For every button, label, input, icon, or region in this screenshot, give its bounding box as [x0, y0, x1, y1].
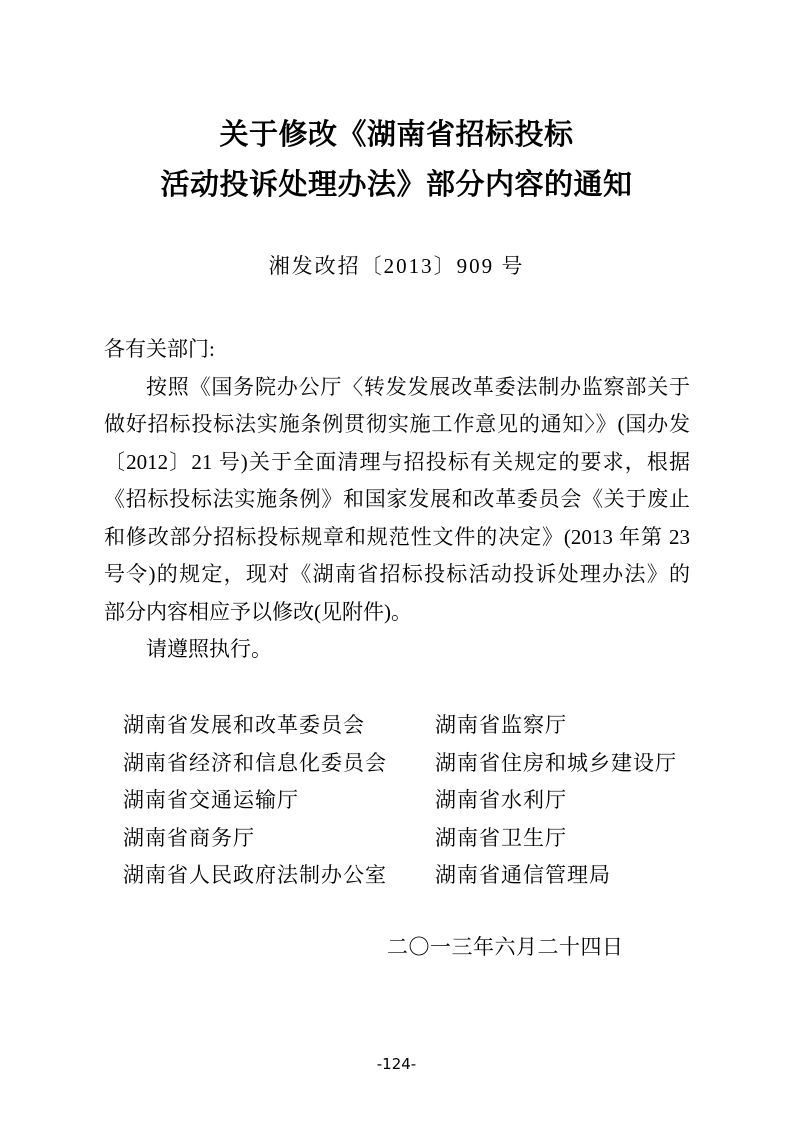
- signatory-left: 湖南省商务厅: [123, 825, 255, 850]
- issue-date: 二〇一三年六月二十四日: [387, 935, 624, 959]
- document-title: [0, 110, 793, 210]
- paragraph-line: 和修改部分招标投标规章和规范性文件的决定》(2013 年第 23: [104, 524, 690, 549]
- signatory-left: 湖南省人民政府法制办公室: [123, 863, 387, 888]
- signatory-row: [104, 857, 690, 895]
- signatory-row: [104, 782, 690, 820]
- paragraph-line: 号令)的规定，现对《湖南省招标投标活动投诉处理办法》的: [104, 562, 690, 586]
- signatory-list: [104, 707, 690, 895]
- paragraph-line: 部分内容相应予以修改(见附件)。: [104, 599, 412, 624]
- document-title-line-1: 关于修改《湖南省招标投标: [219, 119, 574, 151]
- signatory-right: 湖南省卫生厅: [435, 825, 567, 850]
- paragraph-line: 〔2012〕21 号)关于全面清理与招投标有关规定的要求，根据: [104, 449, 690, 474]
- signatory-row: [104, 820, 690, 858]
- signatory-left: 湖南省经济和信息化委员会: [123, 750, 387, 775]
- signatory-right: 湖南省水利厅: [435, 788, 567, 813]
- closing-line: 请遵照执行。: [146, 637, 272, 661]
- signatory-left: 湖南省交通运输厅: [123, 788, 299, 813]
- signatory-row: [104, 745, 690, 783]
- paragraph-line: 按照《国务院办公厅〈转发发展改革委法制办监察部关于: [146, 374, 690, 399]
- paragraph-line: 做好招标投标法实施条例贯彻实施工作意见的通知〉》(国办发: [104, 412, 690, 436]
- signatory-row: [104, 707, 690, 745]
- paragraph-line: 《招标投标法实施条例》和国家发展和改革委员会《关于废止: [104, 487, 690, 511]
- salutation: 各有关部门:: [104, 337, 215, 361]
- signatory-left: 湖南省发展和改革委员会: [123, 713, 365, 737]
- document-title-line-2: 活动投诉处理办法》部分内容的通知: [160, 169, 633, 201]
- page-number: -124-: [376, 1055, 417, 1073]
- signatory-right: 湖南省住房和城乡建设厅: [435, 750, 677, 775]
- document-number: 湘发改招〔2013〕909 号: [268, 254, 525, 278]
- signatory-right: 湖南省通信管理局: [435, 863, 611, 888]
- document-body: [104, 331, 690, 669]
- signatory-right: 湖南省监察厅: [435, 713, 567, 737]
